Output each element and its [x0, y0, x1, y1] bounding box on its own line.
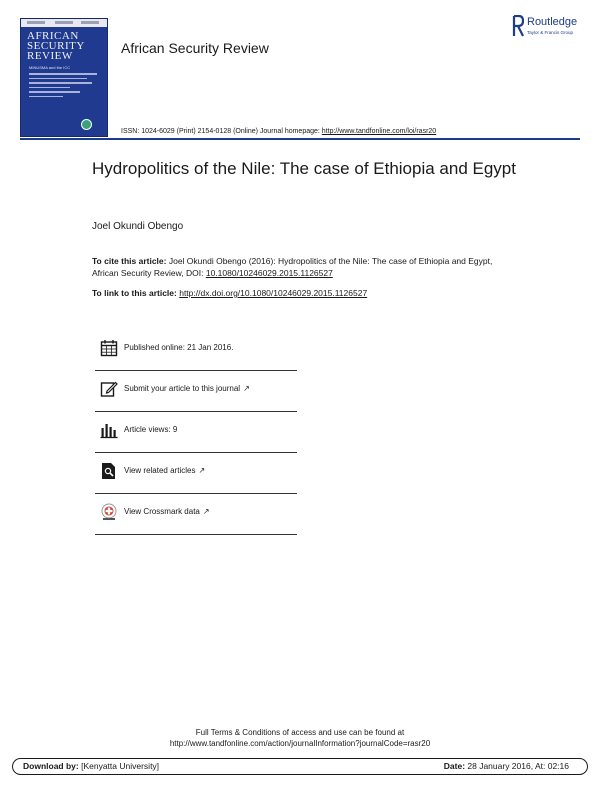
header-divider: [20, 138, 580, 140]
crossmark-link[interactable]: View Crossmark data ↗: [124, 507, 210, 516]
published-online-row: [95, 329, 297, 371]
doi-link[interactable]: 10.1080/10246029.2015.1126527: [205, 268, 333, 278]
external-link-icon: ↗: [202, 507, 210, 516]
link-to-label: To link to this article:: [92, 288, 180, 298]
cover-subtitle: MINUSMA and the ICC: [29, 65, 71, 70]
issn-line: [121, 128, 436, 135]
terms-footer: [0, 727, 600, 749]
download-by: Download by: [Kenyatta University]: [23, 761, 160, 771]
citation: [92, 255, 512, 279]
external-link-icon: ↗: [243, 384, 250, 393]
article-title: Hydropolitics of the Nile: The case of Ethiopia and Egypt: [92, 159, 516, 178]
issn-text: ISSN: 1024-6029 (Print) 2154-0128 (Online) Journal homepage:: [121, 128, 322, 135]
link-to-article: [92, 288, 367, 298]
terms-text: Full Terms & Conditions of access and use can be found at: [195, 728, 405, 737]
author-name: Joel Okundi Obengo: [92, 221, 184, 232]
calendar-icon: [100, 339, 118, 357]
journal-homepage-link[interactable]: http://www.tandfonline.com/loi/rasr20: [321, 128, 437, 135]
download-date: Date: 28 January 2016, At: 02:16: [443, 761, 569, 771]
publisher-logo: [512, 15, 584, 41]
submit-article-link[interactable]: Submit your article to this journal ↗: [124, 384, 250, 393]
cover-title: AFRICAN SECURITY REVIEW: [27, 30, 85, 62]
cite-label: To cite this article:: [92, 256, 167, 266]
edit-icon: [100, 380, 118, 398]
journal-title: African Security Review: [121, 40, 269, 56]
download-info-bar: [12, 758, 588, 775]
external-link-icon: ↗: [198, 466, 206, 475]
related-articles-row[interactable]: [95, 452, 297, 494]
search-document-icon: [100, 462, 118, 480]
cover-logo-icon: [81, 119, 92, 130]
published-online-text: Published online: 21 Jan 2016.: [124, 343, 234, 352]
crossmark-row[interactable]: [95, 493, 297, 535]
submit-article-row[interactable]: [95, 370, 297, 412]
related-articles-link[interactable]: View related articles ↗: [124, 466, 206, 475]
article-url-link[interactable]: http://dx.doi.org/10.1080/10246029.2015.1126527: [179, 288, 368, 298]
publisher-name: Routledge: [527, 16, 578, 28]
terms-url-link[interactable]: http://www.tandfonline.com/action/journalInformation?journalCode=rasr20: [169, 739, 431, 748]
article-views-text: Article views: 9: [124, 425, 178, 434]
crossmark-icon: [100, 503, 118, 521]
publisher-tagline: Taylor & Francis Group: [527, 30, 574, 35]
bar-chart-icon: [100, 421, 118, 439]
journal-cover[interactable]: [20, 18, 108, 137]
cover-text-lines: [29, 73, 97, 100]
routledge-r-icon: [512, 15, 524, 37]
cite-text: Joel Okundi Obengo (2016): Hydropolitics of the Nile: The case of Ethiopia and Egypt, African Security Review, DOI:: [92, 256, 493, 278]
article-views-row: [95, 411, 297, 453]
cover-top-band: [21, 19, 107, 27]
